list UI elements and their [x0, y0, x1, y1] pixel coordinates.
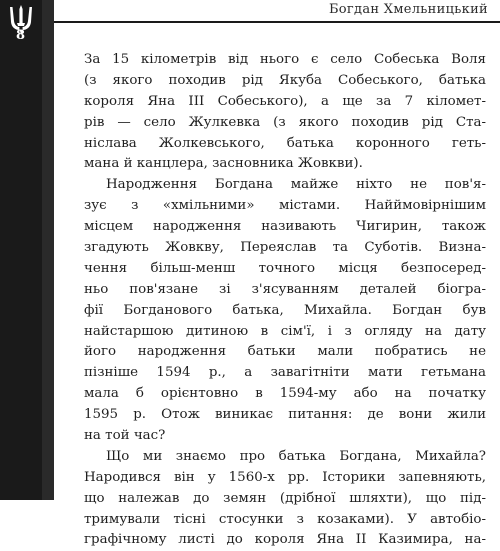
text-line: тримували тісні стосунки з козаками). У автобіо-: [84, 511, 486, 527]
text-line: Народився він у 1560-х рр. Історики запевняють,: [84, 469, 486, 485]
text-line: короля Яна III Собеського), а ще за 7 кіломет-: [84, 93, 486, 109]
text-line: (з якого походив рід Якуба Собеського, батька: [84, 72, 486, 88]
text-line: місцем народження називають Чигирин, також: [84, 219, 486, 235]
text-line: мана й канцлера, засновника Жовкви).: [84, 156, 363, 172]
text-line: що належав до земян (дрібної шляхти), що під-: [84, 490, 486, 506]
text-line: пізніше 1594 р., а завагітніти мати гетьмана: [84, 365, 486, 381]
running-head: Богдан Хмельницький: [328, 2, 488, 17]
text-line: мала б орієнтовно в 1594-му або на початку: [84, 386, 486, 402]
text-line: зує з «хмільними» містами. Найймовірнішим: [84, 198, 486, 214]
header-rule: [54, 21, 500, 23]
text-line: фії Богданового батька, Михайла. Богдан був: [84, 302, 486, 318]
text-line: Народження Богдана майже ніхто не пов'я-: [106, 177, 486, 193]
text-line: 1595 р. Отож виникає питання: де вони жили: [84, 407, 486, 423]
text-line: його народження батьки мали побратись не: [84, 344, 486, 360]
page-number: 8: [16, 28, 26, 43]
text-line: рів — село Жулкевка (з якого походив рід Ста-: [84, 114, 486, 130]
body-text: [84, 50, 486, 551]
text-line: найстаршою дитиною в сім'ї, і з огляду на дату: [84, 323, 486, 339]
text-line: Що ми знаємо про батька Богдана, Михайла?: [106, 448, 486, 464]
text-line: на той час?: [84, 428, 166, 444]
text-line: ньо пов'язане зі з'ясуванням деталей біогра-: [84, 281, 486, 297]
margin-band-shadow: [42, 0, 54, 500]
text-line: згадують Жовкву, Переяслав та Суботів. Визна-: [84, 240, 486, 256]
text-line: За 15 кілометрів від нього є село Собеська Воля: [84, 52, 486, 67]
text-line: чення більш-менш точного місця безпосеред-: [84, 260, 486, 276]
text-line: графічному листі до короля Яна II Казимира, на-: [84, 532, 486, 548]
text-line: ніслава Жолкевського, батька коронного геть-: [84, 135, 486, 151]
